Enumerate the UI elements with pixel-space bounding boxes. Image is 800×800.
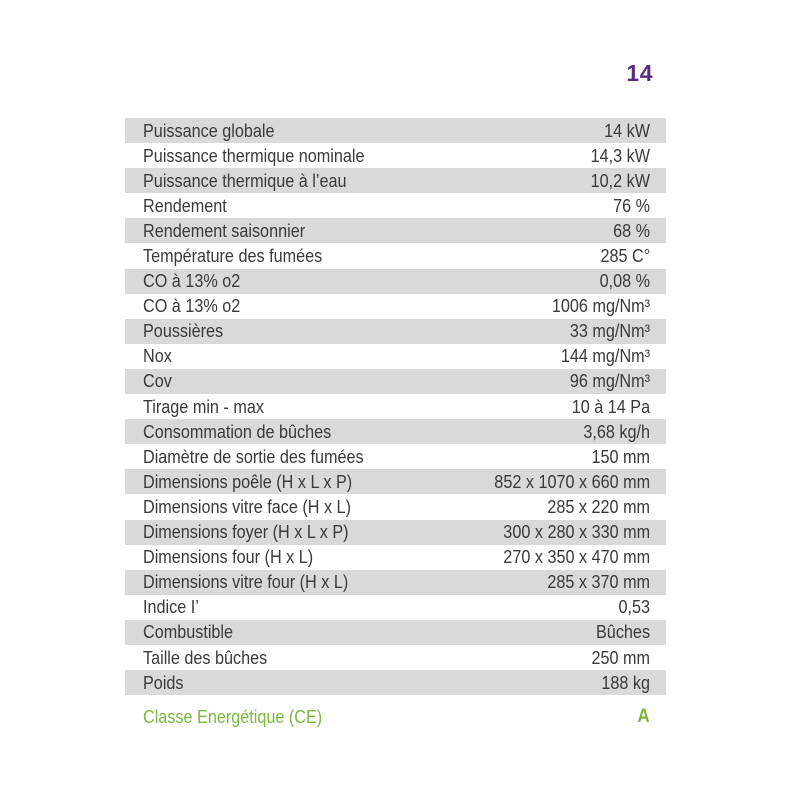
spec-value: 250 mm <box>591 647 650 668</box>
spec-value: 14 kW <box>604 120 650 141</box>
spec-label: Dimensions poêle (H x L x P) <box>143 471 353 492</box>
spec-label: Cov <box>143 371 172 392</box>
spec-label: Puissance thermique nominale <box>143 145 365 166</box>
spec-value: 96 mg/Nm³ <box>569 371 650 392</box>
spec-value: 285 C° <box>600 246 650 267</box>
spec-table <box>125 118 666 695</box>
spec-row <box>125 419 666 444</box>
spec-label: CO à 13% o2 <box>143 271 241 292</box>
spec-row <box>125 118 666 143</box>
spec-value: 285 x 370 mm <box>547 572 650 593</box>
spec-row <box>125 394 666 419</box>
spec-label: Puissance globale <box>143 120 275 141</box>
model-number: 14 <box>626 60 653 86</box>
spec-value: 144 mg/Nm³ <box>560 346 650 367</box>
spec-row <box>125 193 666 218</box>
spec-row <box>125 520 666 545</box>
spec-row <box>125 143 666 168</box>
spec-row <box>125 243 666 268</box>
spec-value: 33 mg/Nm³ <box>569 321 650 342</box>
spec-value: 270 x 350 x 470 mm <box>503 547 650 568</box>
spec-value: 300 x 280 x 330 mm <box>503 522 650 543</box>
spec-label: Dimensions vitre face (H x L) <box>143 496 351 517</box>
spec-label: Poussières <box>143 321 224 342</box>
spec-row <box>125 319 666 344</box>
spec-label: Dimensions vitre four (H x L) <box>143 572 349 593</box>
spec-value: 1006 mg/Nm³ <box>551 296 650 317</box>
spec-row <box>125 545 666 570</box>
spec-row <box>125 294 666 319</box>
spec-label: Rendement <box>143 195 227 216</box>
spec-label: Dimensions foyer (H x L x P) <box>143 522 349 543</box>
energy-class-row <box>125 704 666 730</box>
spec-value: Bûches <box>595 622 650 643</box>
spec-row <box>125 620 666 645</box>
spec-row <box>125 595 666 620</box>
spec-value: 10 à 14 Pa <box>571 396 650 417</box>
spec-label: Diamètre de sortie des fumées <box>143 446 364 467</box>
energy-class-label: Classe Energétique (CE) <box>143 706 323 727</box>
spec-label: Nox <box>143 346 172 367</box>
spec-label: Rendement saisonnier <box>143 220 306 241</box>
spec-row <box>125 469 666 494</box>
spec-label: Combustible <box>143 622 234 643</box>
spec-value: 14,3 kW <box>590 145 650 166</box>
spec-row <box>125 218 666 243</box>
spec-label: Puissance thermique à l’eau <box>143 170 347 191</box>
spec-value: 10,2 kW <box>590 170 650 191</box>
spec-label: Température des fumées <box>143 246 323 267</box>
spec-value: 285 x 220 mm <box>547 496 650 517</box>
spec-row <box>125 344 666 369</box>
spec-row <box>125 444 666 469</box>
spec-row <box>125 369 666 394</box>
spec-value: 0,53 <box>618 597 650 618</box>
spec-row <box>125 269 666 294</box>
spec-value: 68 % <box>613 220 650 241</box>
spec-row <box>125 168 666 193</box>
spec-value: 3,68 kg/h <box>583 421 650 442</box>
spec-label: Taille des bûches <box>143 647 268 668</box>
spec-row <box>125 570 666 595</box>
spec-value: 150 mm <box>591 446 650 467</box>
spec-row <box>125 494 666 519</box>
spec-value: 0,08 % <box>599 271 650 292</box>
spec-value: 188 kg <box>601 672 650 693</box>
spec-label: Consommation de bûches <box>143 421 332 442</box>
spec-label: Tirage min - max <box>143 396 264 417</box>
spec-row <box>125 645 666 670</box>
energy-class-value: A <box>637 706 650 727</box>
spec-value: 76 % <box>613 195 650 216</box>
spec-value: 852 x 1070 x 660 mm <box>494 471 650 492</box>
spec-label: Poids <box>143 672 184 693</box>
spec-label: Indice I’ <box>143 597 199 618</box>
spec-row <box>125 670 666 695</box>
spec-label: CO à 13% o2 <box>143 296 241 317</box>
spec-label: Dimensions four (H x L) <box>143 547 314 568</box>
